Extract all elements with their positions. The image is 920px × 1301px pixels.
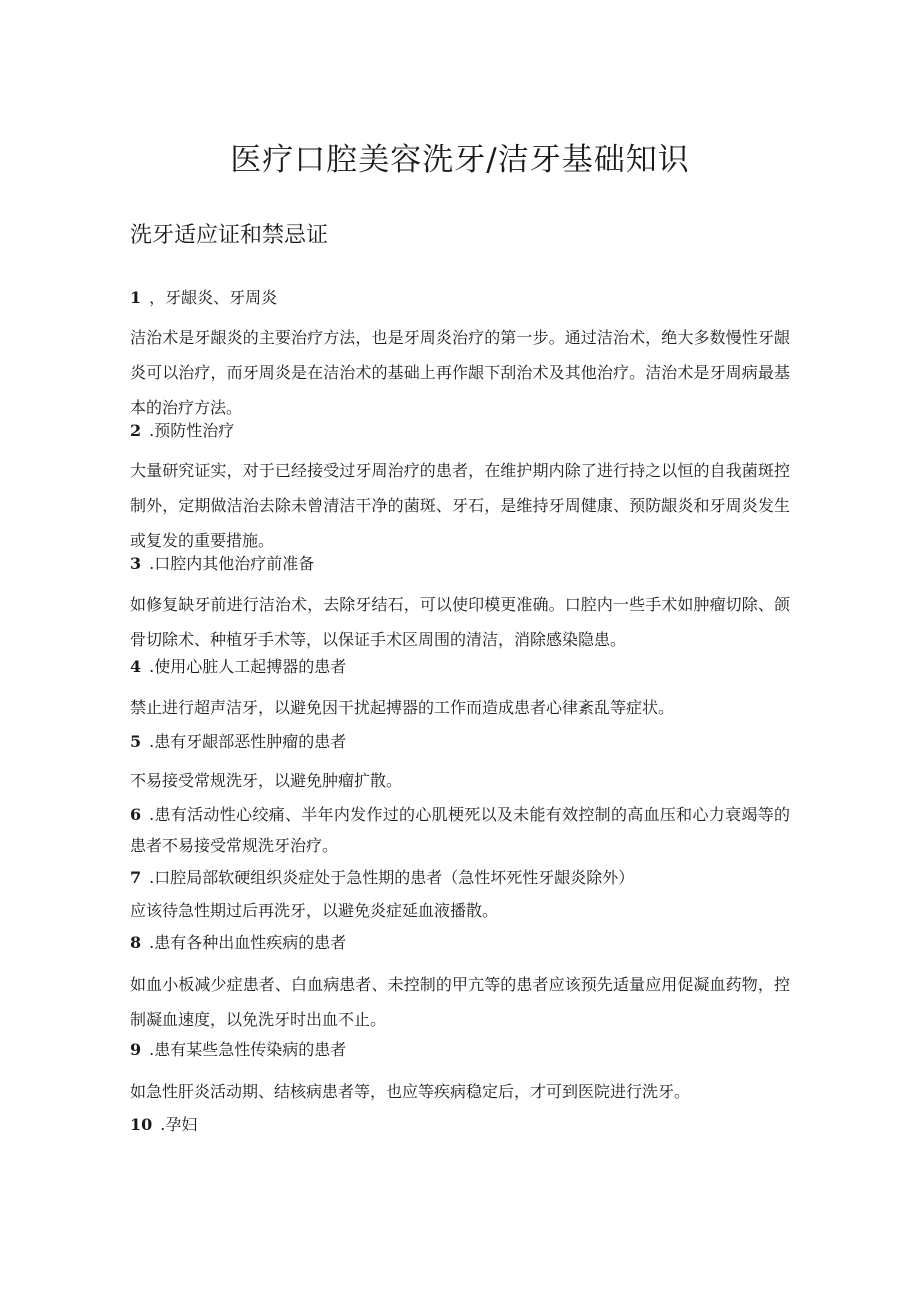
item-title: .口腔内其他治疗前准备 (149, 554, 315, 573)
list-item (130, 728, 790, 756)
item-title: .患有活动性心绞痛、半年内发作过的心肌梗死以及未能有效控制的高血压和心力衰竭等的患者不易接受常规洗牙治疗。 (130, 805, 790, 855)
list-item (130, 550, 790, 578)
item-body: 如急性肝炎活动期、结核病患者等，也应等疾病稳定后，才可到医院进行洗牙。 (130, 1082, 691, 1101)
list-item (130, 1111, 790, 1139)
item-number: 3 (130, 554, 142, 573)
item-body: 如修复缺牙前进行洁治术，去除牙结石，可以使印模更准确。口腔内一些手术如肿瘤切除、颌骨切除术、种植牙手术等，以保证手术区周围的清洁，消除感染隐患。 (130, 595, 790, 649)
item-body: 不易接受常规洗牙，以避免肿瘤扩散。 (130, 771, 403, 790)
list-item (130, 864, 790, 892)
item-number: 4 (130, 657, 142, 676)
item-title: .使用心脏人工起搏器的患者 (149, 657, 347, 676)
item-body: 洁治术是牙龈炎的主要治疗方法，也是牙周炎治疗的第一步。通过洁治术，绝大多数慢性牙龈炎可以治疗，而牙周炎是在洁治术的基础上再作龈下刮治术及其他治疗。洁治术是牙周病最基本的治疗方法。 (130, 328, 790, 417)
item-title: .孕妇 (160, 1115, 198, 1134)
item-number: 1 (130, 288, 142, 307)
item-number: 9 (130, 1040, 142, 1059)
item-number: 6 (130, 805, 142, 824)
item-heading (130, 728, 790, 756)
item-number: 10 (130, 1115, 153, 1134)
item-body: 如血小板减少症患者、白血病患者、未控制的甲亢等的患者应该预先适量应用促凝血药物，控制凝血速度，以免洗牙时出血不止。 (130, 975, 790, 1029)
item-heading (130, 1036, 790, 1064)
item-heading (130, 284, 790, 312)
list-item (130, 284, 790, 312)
item-title: .口腔局部软硬组织炎症处于急性期的患者（急性坏死性牙龈炎除外） (149, 868, 635, 887)
item-heading (130, 417, 790, 445)
list-item (130, 799, 790, 861)
item-number: 8 (130, 933, 142, 952)
document-title: 医疗口腔美容洗牙/洁牙基础知识 (230, 142, 690, 178)
item-title: .患有各种出血性疾病的患者 (149, 933, 347, 952)
item-body: 应该待急性期过后再洗牙，以避免炎症延血液播散。 (130, 901, 499, 920)
list-item (130, 929, 790, 957)
list-item (130, 1036, 790, 1064)
item-heading (130, 799, 790, 861)
item-heading (130, 864, 790, 892)
item-title: .患有牙龈部恶性肿瘤的患者 (149, 732, 347, 751)
item-body: 大量研究证实，对于已经接受过牙周治疗的患者，在维护期内除了进行持之以恒的自我菌斑控制外，定期做洁治去除未曾清洁干净的菌斑、牙石，是维持牙周健康、预防龈炎和牙周炎发生或复发的重要措施。 (130, 461, 790, 550)
item-heading (130, 550, 790, 578)
item-heading (130, 1111, 790, 1139)
list-item (130, 417, 790, 445)
item-body: 禁止进行超声洁牙，以避免因干扰起搏器的工作而造成患者心律紊乱等症状。 (130, 698, 675, 717)
item-title: ，牙龈炎、牙周炎 (149, 288, 278, 307)
item-number: 2 (130, 421, 142, 440)
section-heading: 洗牙适应证和禁忌证 (130, 223, 329, 248)
item-number: 7 (130, 868, 142, 887)
item-heading (130, 653, 790, 681)
item-heading (130, 929, 790, 957)
item-title: .患有某些急性传染病的患者 (149, 1040, 347, 1059)
list-item (130, 653, 790, 681)
item-number: 5 (130, 732, 142, 751)
item-title: .预防性治疗 (149, 421, 235, 440)
